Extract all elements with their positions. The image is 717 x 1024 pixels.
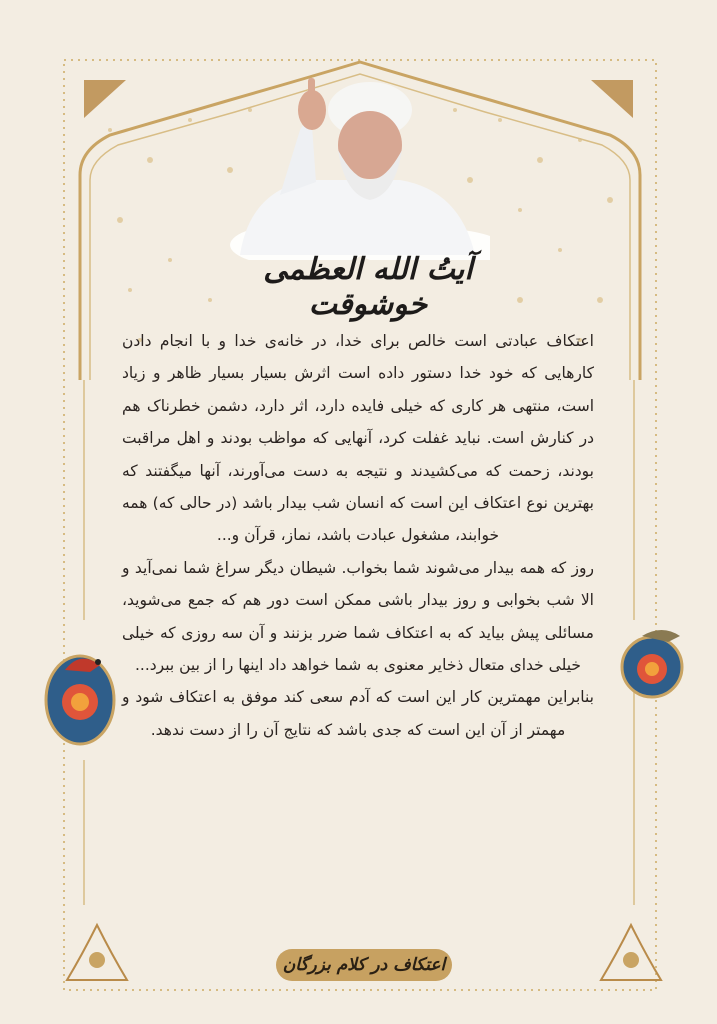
paragraph-2: روز که همه بیدار می‌شوند شما بخواب. شیطان دیگر سراغ شما نمی‌آید و الا شب بخوابی و روز بیدار باشی ممکن است دور هم که جمع می‌شوید، مسائلی پیش بیاید که به اعتکاف شما ضرر بزنند و آن سه روزی که خیلی خیلی خدای متعال ذخایر معنوی به شما خواهد داد اینها را از بین ببرد... <box>122 558 594 675</box>
floral-medallion-right <box>612 622 692 702</box>
corner-ornament-left <box>62 915 132 985</box>
paragraph-3: بنابراین مهمترین کار این است که آدم سعی کند موفق به اعتکاف شود و مهمتر از آن این است که جدی باشد که نتایج آن را از دست ندهد. <box>122 688 594 739</box>
paragraph-1: اعتکاف عبادتی است خالص برای خدا، در خانه‌ی خدا و با انجام دادن کارهایی که خود خدا دستور داده است اثرش بسیار بسیار ظاهر و زیاد است، منتهی هر کاری که خیلی فایده دارد، اثر دارد، دشمن خطرناک هم در کنارش است. نباید غفلت کرد، آنهایی که مواظب بودند و اهل مراقبت بودند، زحمت که می‌کشیدند و نتیجه به دست می‌آورند، آنها میگفتند که بهترین نوع اعتکاف این است که انسان شب بیدار باشد (در حالی که) همه خوابند، مشغول عبادت باشد، نماز، قرآن و... <box>122 332 594 545</box>
footer-label: اعتکاف در کلام بزرگان <box>276 949 452 981</box>
corner-ornament-right <box>596 915 666 985</box>
floral-medallion-left <box>40 640 120 750</box>
cleric-portrait <box>220 70 490 260</box>
title: آیتُ الله العظمی خوشوقت <box>263 252 473 322</box>
body-text <box>122 325 594 746</box>
